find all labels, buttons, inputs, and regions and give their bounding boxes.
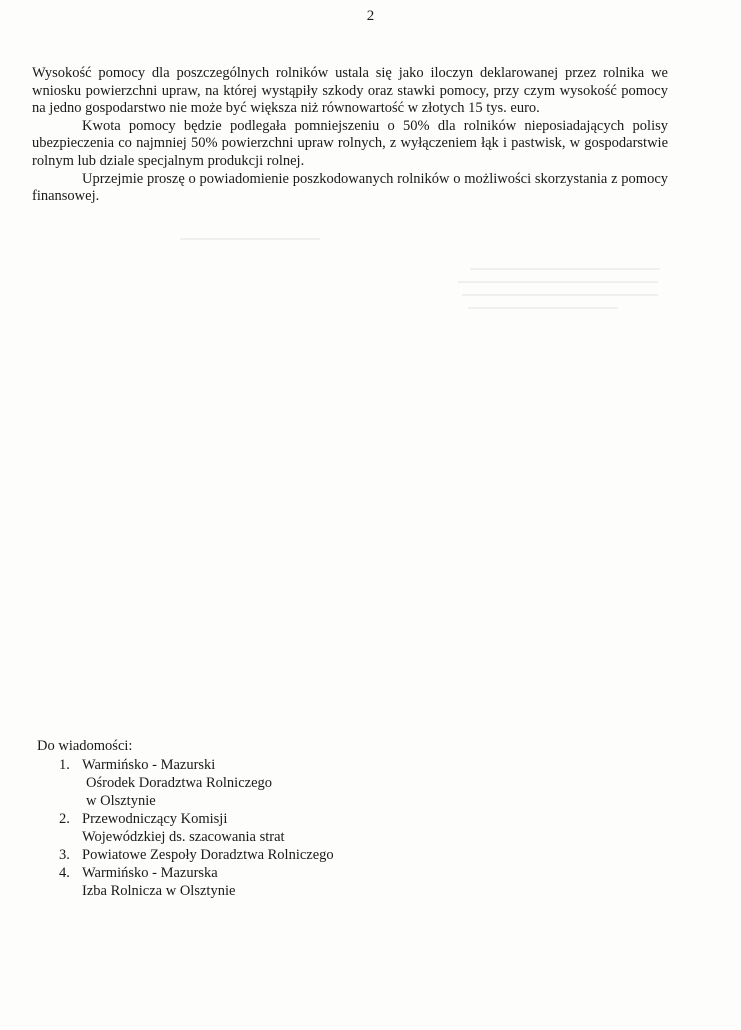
recipient-number: 3.: [59, 847, 70, 863]
bleed-through-mark: [180, 238, 320, 240]
bleed-through-mark: [458, 281, 658, 283]
paragraph-notification-request: Uprzejmie proszę o powiadomienie poszkodowanych rolników o możliwości skorzystania z pomocy finansowej.: [32, 170, 668, 205]
bleed-through-mark: [470, 268, 660, 270]
recipient-line: Warmińsko - Mazurski: [82, 757, 216, 773]
recipient-line: Powiatowe Zespoły Doradztwa Rolniczego: [82, 847, 334, 863]
recipient-item: [37, 846, 537, 864]
page-number: 2: [366, 8, 375, 24]
recipient-line: Ośrodek Doradztwa Rolniczego: [86, 775, 273, 791]
recipient-number: 2.: [59, 811, 70, 827]
recipient-line: Izba Rolnicza w Olsztynie: [82, 883, 236, 899]
paragraph-aid-reduction: Kwota pomocy będzie podlegała pomniejszeniu o 50% dla rolników nieposiadających polisy ubezpieczenia co najmniej 50% powierzchni upraw rolnych, z wyłączeniem łąk i pastwisk, w gospodarstwie rolnym lub dziale specjalnym produkcji rolnej.: [32, 117, 668, 169]
recipient-item: [37, 756, 537, 810]
recipient-number: 4.: [59, 865, 70, 881]
recipient-item: [37, 810, 537, 846]
recipient-line: Wojewódzkiej ds. szacowania strat: [82, 829, 285, 845]
bleed-through-mark: [468, 307, 618, 309]
distribution-heading: Do wiadomości:: [37, 738, 133, 754]
recipient-item: [37, 864, 537, 900]
recipient-line: w Olsztynie: [86, 793, 156, 809]
distribution-list: [37, 737, 537, 900]
bleed-through-mark: [462, 294, 658, 296]
paragraph-aid-amount: Wysokość pomocy dla poszczególnych rolników ustala się jako iloczyn deklarowanej przez rolnika we wniosku powierzchni upraw, na której wystąpiły szkody oraz stawki pomocy, przy czym wysokość pomocy na jedno gospodarstwo nie może być większa niż równowartość w złotych 15 tys. euro.: [32, 65, 668, 117]
letter-body: [32, 65, 668, 206]
recipient-line: Warmińsko - Mazurska: [82, 865, 218, 881]
recipient-line: Przewodniczący Komisji: [82, 811, 228, 827]
recipient-list: [37, 756, 537, 900]
recipient-number: 1.: [59, 757, 70, 773]
